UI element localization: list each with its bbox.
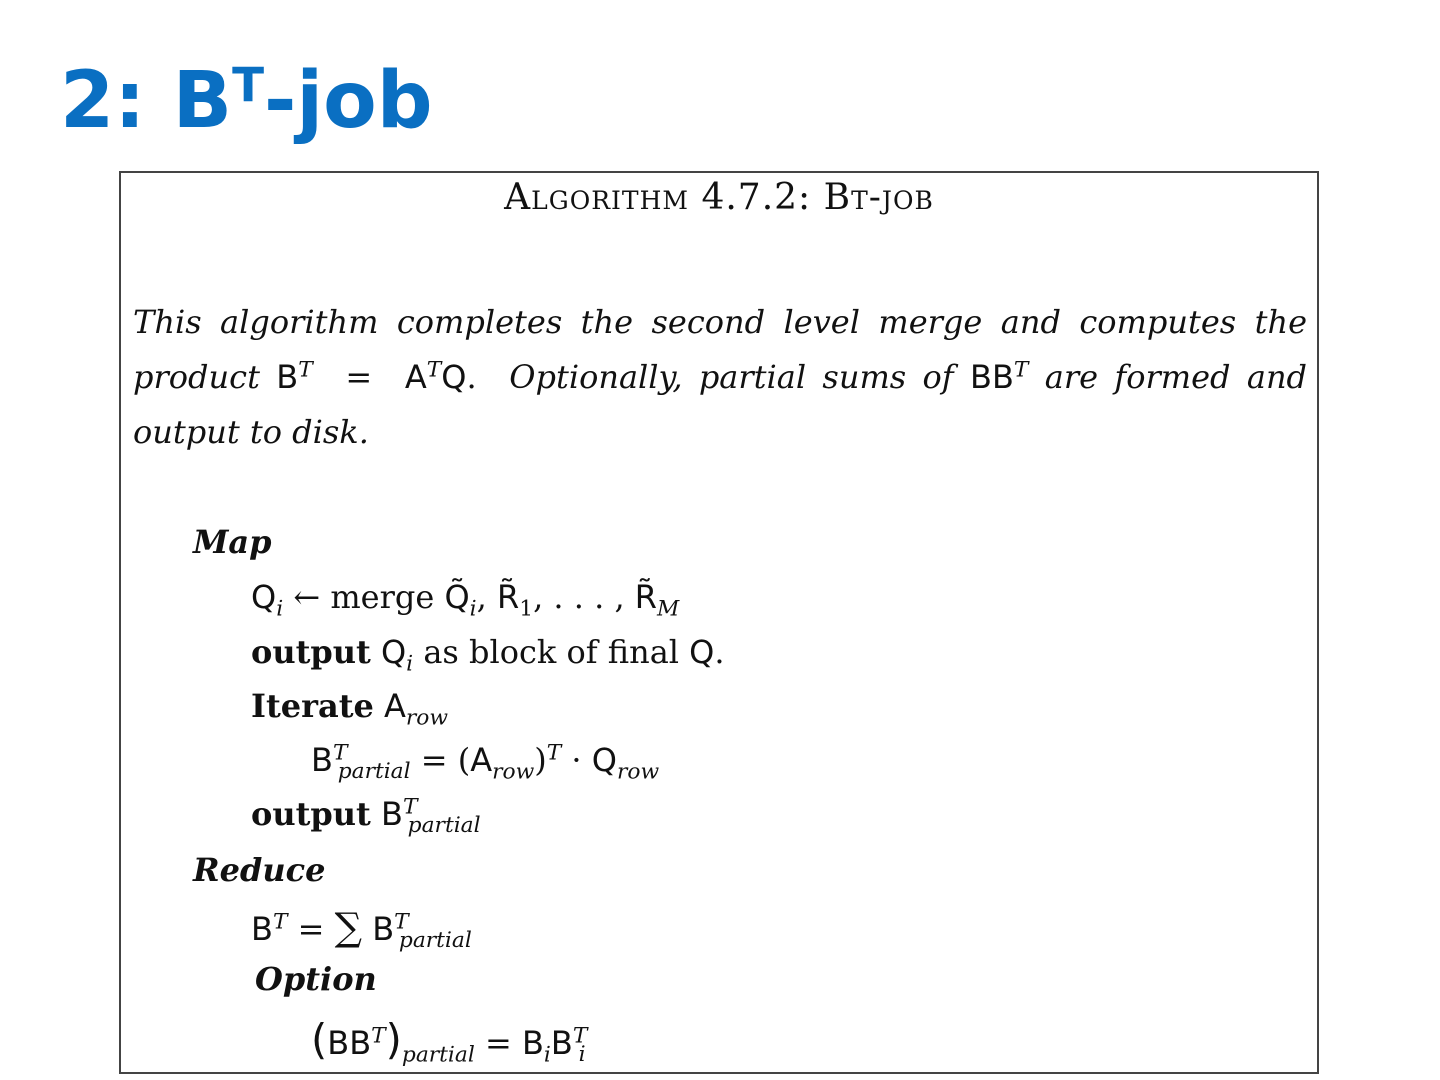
step-reduce: Reduce — [193, 851, 326, 889]
iterate-keyword: Iterate — [251, 687, 374, 725]
description-part-1: This algorithm completes the second level merge and computes the product — [133, 303, 1307, 396]
step-option-formula: $(BB^T)_{partial} = B_iB^T_i$ — [311, 1015, 588, 1068]
step-iterate: Iterate $A_{row}$ — [251, 687, 449, 731]
algorithm-box — [119, 171, 1319, 1074]
step-output-q: output $Q_i$ as block of final Q. — [251, 633, 725, 677]
step-map: Map — [193, 523, 272, 561]
title-superscript: T — [232, 59, 264, 114]
step-sum: $B^T$ = ∑ $B^T_{partial}$ — [251, 905, 472, 954]
page-title — [60, 56, 433, 146]
step-merge: $Q_i$ ← merge $Q̃_i$, $R̃_1$, . . . , $R̃_M$ — [251, 578, 680, 622]
merge-label: merge — [330, 578, 435, 616]
algorithm-caption: Algorithm 4.7.2: Bt-job — [504, 177, 934, 218]
formula-bbt: $BB^T$ — [969, 357, 1029, 396]
output-text: as block of final — [423, 633, 679, 671]
step-output-partial: output $B^T_{partial}$ — [251, 794, 481, 839]
formula-bt: $B^T$ — [276, 357, 313, 396]
title-suffix: -job — [264, 56, 433, 146]
step-option: Option — [255, 960, 377, 998]
algorithm-description: This algorithm completes the second level merge and computes the product $B^T = A^TQ$. Optionally, partial sums of $BB^T$ are formed and output to disk. — [133, 303, 1308, 451]
output-keyword: output — [251, 633, 371, 671]
description-part-3: are formed and output to disk. — [133, 358, 1308, 451]
output2-keyword: output — [251, 795, 371, 833]
step-partial-product: $B^T_{partial} = (A_{row})^T \cdot Q_{row}$ — [311, 740, 660, 785]
description-part-2: Optionally, partial sums of — [509, 358, 954, 396]
formula-atq: $A^TQ$ — [404, 357, 467, 396]
title-prefix: 2: B — [60, 56, 233, 146]
